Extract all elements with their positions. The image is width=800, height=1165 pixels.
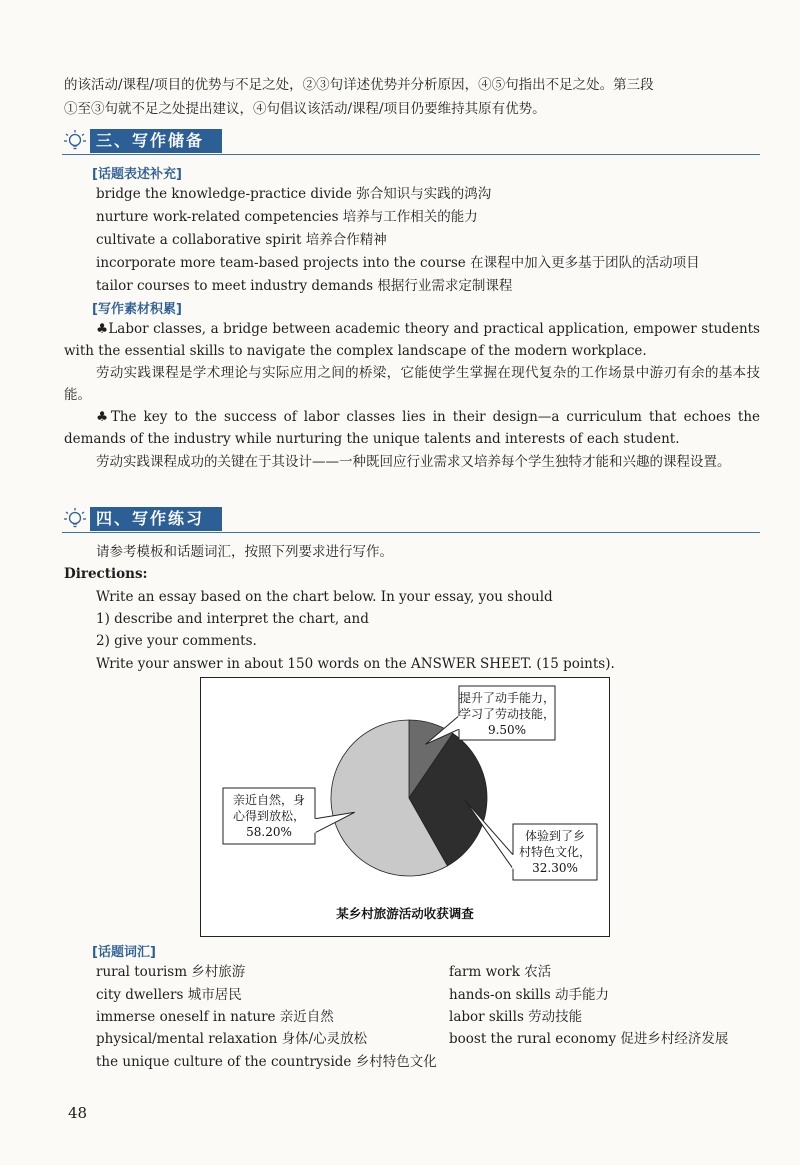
vocab-item: hands-on skills 动手能力	[449, 987, 609, 1003]
instruction-text: 请参考模板和话题词汇，按照下列要求进行写作。	[96, 544, 393, 560]
material-en-1	[64, 318, 760, 362]
slice-label: 心得到放松，	[232, 809, 306, 823]
chart-title: 某乡村旅游活动收获调查	[336, 906, 474, 921]
lightbulb-icon	[62, 128, 88, 154]
direction-line: Write an essay based on the chart below. In your essay, you should	[96, 589, 553, 605]
material-header: [写作素材积累]	[92, 302, 182, 317]
section-4-header	[62, 504, 760, 533]
phrase-item: cultivate a collaborative spirit 培养合作精神	[96, 232, 387, 248]
slice-label: 亲近自然，身	[232, 793, 306, 807]
material-zh-2: 劳动实践课程成功的关键在于其设计——一种既回应行业需求又培养每个学生独特才能和兴趣的课程设置。	[96, 454, 731, 470]
phrase-item: tailor courses to meet industry demands 根据行业需求定制课程	[96, 278, 513, 294]
material-en-text: Labor classes, a bridge between academic theory and practical application, empower students with the essential skills to navigate the complex landscape of the modern workplace.	[64, 321, 760, 359]
lightbulb-icon	[62, 506, 88, 532]
pie-chart	[201, 678, 609, 936]
vocab-item: boost the rural economy 促进乡村经济发展	[449, 1031, 729, 1047]
vocab-item: physical/mental relaxation 身体/心灵放松	[96, 1031, 368, 1047]
slice-label: 学习了劳动技能，	[458, 707, 556, 721]
phrase-item: incorporate more team-based projects into the course 在课程中加入更多基于团队的活动项目	[96, 255, 700, 271]
intro-line-1: 的该活动/课程/项目的优势与不足之处，②③句详述优势并分析原因，④⑤句指出不足之处。第三段	[64, 77, 654, 93]
slice-percent-label: 32.30%	[532, 861, 578, 875]
slice-label: 村特色文化，	[518, 845, 592, 859]
phrase-item: bridge the knowledge-practice divide 弥合知识与实践的鸿沟	[96, 186, 492, 202]
vocab-item: labor skills 劳动技能	[449, 1009, 583, 1025]
section-3-header	[62, 126, 760, 155]
slice-label: 体验到了乡	[524, 829, 586, 843]
topic-vocab-header: [话题词汇]	[92, 945, 156, 960]
topic-expression-header: [话题表述补充]	[92, 167, 182, 182]
section-3-title: 三、写作储备	[90, 129, 222, 153]
vocab-item: the unique culture of the countryside 乡村特色文化	[96, 1054, 437, 1070]
slice-percent-label: 9.50%	[487, 723, 527, 737]
vocab-item: city dwellers 城市居民	[96, 987, 242, 1003]
club-icon: ♣	[96, 409, 111, 425]
direction-line: Write your answer in about 150 words on the ANSWER SHEET. (15 points).	[96, 656, 615, 672]
material-en-2	[64, 406, 760, 450]
intro-line-2: ①至③句就不足之处提出建议，④句倡议该活动/课程/项目仍要维持其原有优势。	[64, 101, 546, 117]
material-zh-1: 劳动实践课程是学术理论与实际应用之间的桥梁，它能使学生掌握在现代复杂的工作场景中游刃有余的基本技能。	[64, 365, 760, 403]
phrase-item: nurture work-related competencies 培养与工作相关的能力	[96, 209, 478, 225]
slice-label: 提升了动手能力，	[458, 691, 556, 705]
direction-line: 1) describe and interpret the chart, and	[96, 611, 369, 627]
club-icon: ♣	[96, 321, 109, 337]
section-4-title: 四、写作练习	[90, 507, 222, 531]
vocab-item: farm work 农活	[449, 964, 552, 980]
slice-percent-label: 58.20%	[246, 825, 292, 839]
directions-label	[64, 564, 148, 584]
vocab-item: rural tourism 乡村旅游	[96, 964, 246, 980]
pie-chart-box	[200, 677, 610, 937]
pie-callout	[426, 686, 556, 744]
vocab-item: immerse oneself in nature 亲近自然	[96, 1009, 334, 1025]
directions-label-text: Directions:	[64, 566, 148, 582]
page-number: 48	[68, 1104, 88, 1122]
material-en-text: The key to the success of labor classes lies in their design—a curriculum that echoes the demands of the industry while nurturing the unique talents and interests of each student.	[64, 409, 761, 447]
direction-line: 2) give your comments.	[96, 633, 257, 649]
